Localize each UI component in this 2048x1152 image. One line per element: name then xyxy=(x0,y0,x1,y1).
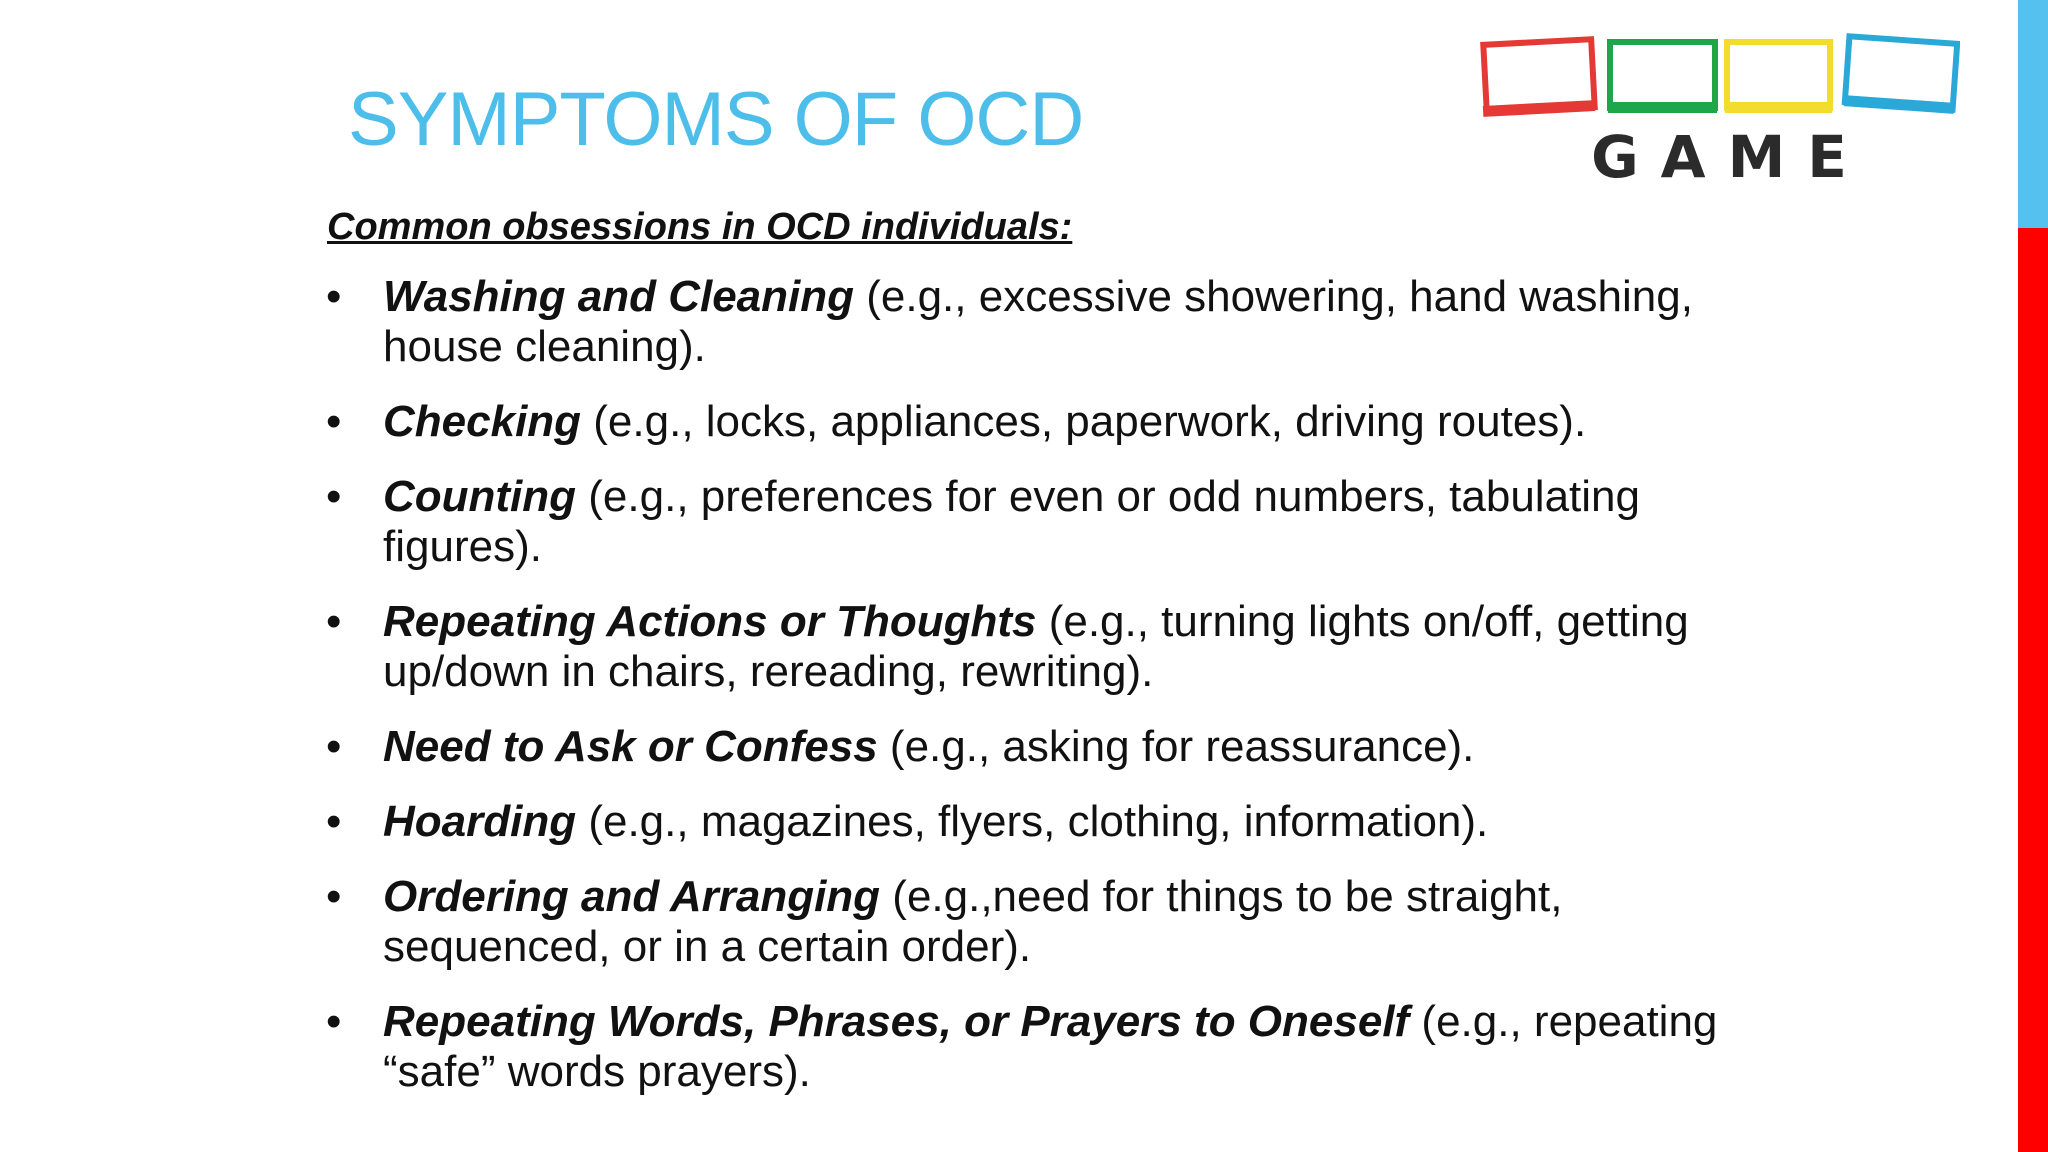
bullet-term: Hoarding xyxy=(383,797,577,846)
bullet-detail: (e.g., turning lights on/off, getting up/down in chairs, rereading, rewriting). xyxy=(383,597,1689,696)
game-logo xyxy=(1480,30,1960,191)
list-item xyxy=(320,472,1720,572)
bullet-term: Repeating Words, Phrases, or Prayers to Oneself xyxy=(383,997,1410,1046)
bullet-term: Counting xyxy=(383,472,577,521)
list-item xyxy=(320,597,1720,697)
logo-square-blue-base xyxy=(1844,95,1954,114)
logo-square-yellow-base xyxy=(1725,102,1832,113)
list-item xyxy=(320,872,1720,972)
bullet-term: Repeating Actions or Thoughts xyxy=(383,597,1037,646)
bullet-detail: (e.g., repeating “safe” words prayers). xyxy=(383,997,1718,1096)
logo-square-red-base xyxy=(1483,100,1595,117)
list-item xyxy=(320,722,1720,772)
bullet-term: Checking xyxy=(383,397,582,446)
logo-wordmark: GAME xyxy=(1591,123,1869,191)
list-item xyxy=(320,272,1720,372)
obsessions-list xyxy=(320,272,1720,1122)
edge-accent-blue xyxy=(2018,0,2048,228)
bullet-term: Washing and Cleaning xyxy=(383,272,855,321)
bullet-detail: (e.g.,need for things to be straight, sequenced, or in a certain order). xyxy=(383,872,1563,971)
bullet-detail: (e.g., excessive showering, hand washing, house cleaning). xyxy=(383,272,1693,371)
logo-square-green-base xyxy=(1608,102,1717,113)
bullet-term: Ordering and Arranging xyxy=(383,872,881,921)
bullet-detail: (e.g., locks, appliances, paperwork, driving routes). xyxy=(581,397,1587,446)
obsessions-subheading: Common obsessions in OCD individuals: xyxy=(327,206,1073,248)
logo-square-green xyxy=(1610,42,1715,108)
bullet-detail: (e.g., asking for reassurance). xyxy=(877,722,1475,771)
bullet-detail: (e.g., magazines, flyers, clothing, information). xyxy=(576,797,1489,846)
list-item xyxy=(320,797,1720,847)
logo-square-yellow xyxy=(1727,42,1830,108)
slide-title: SYMPTOMS OF OCD xyxy=(348,77,1084,162)
list-item xyxy=(320,997,1720,1097)
edge-accent-red xyxy=(2018,228,2048,1152)
bullet-term: Need to Ask or Confess xyxy=(383,722,878,771)
bullet-detail: (e.g., preferences for even or odd numbers, tabulating figures). xyxy=(383,472,1640,571)
list-item xyxy=(320,397,1720,447)
